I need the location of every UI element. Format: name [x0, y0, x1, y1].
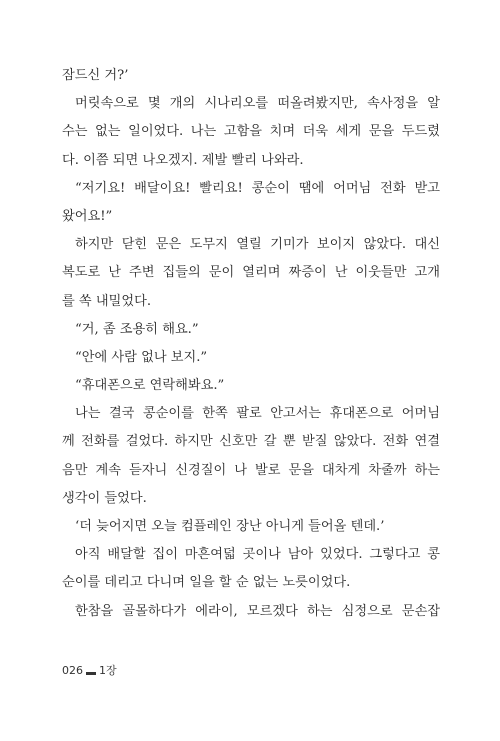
text-line: ‘더 늦어지면 오늘 컴플레인 장난 아니게 들어올 텐데.’ — [75, 519, 385, 534]
text-line: 를 쏙 내밀었다. — [62, 293, 152, 309]
text-line: 하지만 닫힌 문은 도무지 열릴 기미가 보이지 않았다. 대신 — [75, 237, 440, 253]
text-line: “휴대폰으로 연락해봐요.” — [75, 378, 225, 394]
text-line: “거, 좀 조용히 해요.” — [75, 321, 199, 337]
text-line: 다. 이쯤 되면 나오겠지. 제발 빨리 나와라. — [62, 152, 304, 168]
text-line: 왔어요!” — [62, 208, 113, 224]
text-line: 수는 없는 일이었다. 나는 고함을 치며 더욱 세게 문을 두드렸 — [62, 124, 440, 140]
chapter-label: 1장 — [99, 664, 117, 677]
text-line: 순이를 데리고 다니며 일을 할 순 없는 노릇이었다. — [62, 575, 351, 591]
text-line: 음만 계속 듣자니 신경질이 나 발로 문을 대차게 차줄까 하는 — [62, 462, 440, 478]
text-line: 생각이 들었다. — [62, 490, 147, 506]
folio-divider — [86, 672, 96, 675]
text-line: 복도로 난 주변 집들의 문이 열리며 짜증이 난 이웃들만 고개 — [62, 265, 440, 281]
text-line: 아직 배달할 집이 마흔여덟 곳이나 남아 있었다. 그렇다고 콩 — [75, 547, 440, 563]
text-line: 나는 결국 콩순이를 한쪽 팔로 안고서는 휴대폰으로 어머님 — [75, 406, 440, 422]
page-footer — [62, 662, 117, 678]
text-line: 께 전화를 걸었다. 하지만 신호만 갈 뿐 받질 않았다. 전화 연결 — [62, 434, 440, 450]
text-line: 머릿속으로 몇 개의 시나리오를 떠올려봤지만, 속사정을 알 — [75, 96, 440, 112]
page-number: 026 — [62, 663, 83, 677]
text-line: “안에 사람 없나 보지.” — [75, 349, 208, 365]
body-text — [62, 62, 440, 626]
text-line: “저기요! 배달이요! 빨리요! 콩순이 땜에 어머님 전화 받고 — [75, 180, 440, 196]
text-line: 잠드신 거?’ — [62, 68, 129, 83]
text-line: 한참을 골몰하다가 에라이, 모르겠다 하는 심정으로 문손잡 — [75, 603, 440, 619]
